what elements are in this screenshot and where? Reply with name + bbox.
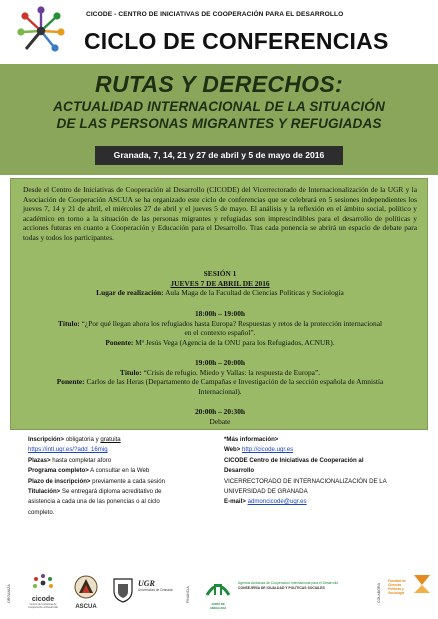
degree-text-c: completo. bbox=[28, 508, 55, 516]
slot-2-speaker-label: Ponente: bbox=[56, 377, 85, 386]
faculty-name bbox=[388, 579, 414, 595]
slot-1 bbox=[11, 309, 429, 347]
program-text: A consultar en la Web bbox=[88, 467, 150, 475]
slot-2-speaker-text-b: Internacional). bbox=[198, 386, 242, 396]
degree-label: Titulación> bbox=[28, 488, 61, 496]
inscription-text: obligatoria y bbox=[64, 436, 101, 443]
places-label: Plazas> bbox=[28, 456, 51, 464]
venue-text: Aula Maga de la Facultad de Ciencias Políticas y Sociología bbox=[163, 288, 344, 297]
degree-text-b: asistencia a cada una de las ponencias o al ciclo bbox=[28, 498, 160, 506]
session-header bbox=[11, 269, 429, 298]
faculty-name-b: Ciencias Políticas y Sociología bbox=[388, 583, 405, 595]
session-date: JUEVES 7 DE ABRIL DE 2016 bbox=[170, 278, 270, 288]
slot-2-title-label: Título: bbox=[119, 367, 142, 377]
org-name-a: CICODE Centro de Iniciativas de Cooperación al bbox=[224, 456, 364, 464]
ascua-logo bbox=[70, 575, 102, 613]
inscription-free: gratuita bbox=[100, 436, 121, 443]
subtitle-line-1: ACTUALIDAD INTERNACIONAL DE LA SITUACIÓN bbox=[53, 99, 385, 114]
slot-2-speaker-text-a: Carlos de las Heras (Departamento de Campañas e Investigación de la sección española de Amnistía bbox=[84, 377, 384, 386]
info-right bbox=[224, 435, 424, 508]
inscription-line bbox=[28, 435, 208, 445]
aacid-line-b: CONSEJERÍA DE IGUALDAD Y POLÍTICAS SOCIALES bbox=[238, 585, 325, 590]
faculty-icon bbox=[412, 573, 432, 595]
vice-name-a: VICERRECTORADO DE INTERNACIONALIZACIÓN DE LA bbox=[224, 477, 387, 485]
dates-box: Granada, 7, 14, 21 y 27 de abril y 5 de mayo de 2016 bbox=[95, 146, 343, 165]
ugr-crest-icon bbox=[112, 577, 134, 603]
org-line: CICODE - CENTRO DE INICIATIVAS DE COOPERACIÓN PARA EL DESARROLLO bbox=[86, 11, 344, 18]
ascua-name: ASCUA bbox=[75, 604, 97, 610]
main-title: RUTAS Y DERECHOS: bbox=[95, 71, 343, 97]
session-venue bbox=[11, 288, 429, 298]
slot-1-title-label: Título: bbox=[57, 318, 80, 328]
inscription-link[interactable]: https://intl.ugr.es/?add_16mig bbox=[28, 446, 108, 454]
email-link[interactable]: admoncicode@ugr.es bbox=[247, 498, 307, 506]
web-label: Web> bbox=[224, 446, 241, 454]
faculty-logo bbox=[388, 573, 434, 613]
header bbox=[0, 0, 438, 64]
content-box bbox=[10, 178, 428, 430]
program-label: Programa completo> bbox=[28, 467, 89, 475]
junta-logo bbox=[204, 575, 232, 611]
cicode-logo-icon bbox=[16, 5, 66, 57]
footer-logos bbox=[0, 563, 438, 619]
cicode-small-icon bbox=[32, 573, 54, 591]
ugr-wordmark bbox=[138, 579, 178, 592]
slot-1-speaker-label: Ponente: bbox=[105, 337, 134, 347]
ascua-icon bbox=[74, 575, 98, 599]
inscription-label: Inscripción> bbox=[28, 436, 65, 443]
vice-name-b: UNIVERSIDAD DE GRANADA bbox=[224, 488, 308, 496]
degree-text-a: Se entregará diploma acreditativo de bbox=[60, 488, 162, 496]
aacid-line-a: Agencia Andaluza de Cooperación Internacional para el Desarrollo bbox=[238, 581, 339, 585]
slot-1-speaker bbox=[11, 338, 429, 348]
slot-1-title-text-a: “¿Por qué llegan ahora los refugiados hasta Europa? Respuestas y retos de la protección internacional bbox=[79, 318, 383, 328]
junta-icon bbox=[205, 575, 231, 597]
slot-3-time: 20:00h – 20:30h bbox=[194, 407, 246, 416]
aacid-text bbox=[238, 581, 368, 590]
email-label: E-mail> bbox=[224, 498, 246, 506]
slot-1-title bbox=[11, 319, 429, 329]
org-name-b: Desarrollo bbox=[224, 467, 255, 475]
deadline-text: previamente a cada sesión bbox=[90, 477, 166, 485]
slot-2-speaker bbox=[11, 377, 429, 387]
cicode-footer-name: cicode bbox=[31, 596, 55, 603]
web-link[interactable]: http://cicode.ugr.es bbox=[242, 446, 294, 454]
junta-name: JUNTA DE ANDALUCIA bbox=[209, 602, 227, 610]
subtitle-line-2: DE LAS PERSONAS MIGRANTES Y REFUGIADAS bbox=[56, 116, 382, 131]
ugr-name: UGR bbox=[138, 579, 155, 588]
cycle-title: CICLO DE CONFERENCIAS bbox=[84, 28, 389, 54]
session-number: SESIÓN 1 bbox=[203, 269, 237, 278]
cicode-footer-logo bbox=[25, 573, 61, 613]
colabora-label: COLABORA bbox=[377, 583, 381, 603]
ugr-sub: Universidad de Granada bbox=[138, 588, 173, 592]
slot-1-time: 18:00h – 19:00h bbox=[194, 309, 246, 318]
slot-1-speaker-text: Mª Jesús Vega (Agencia de la ONU para los Refugiados, ACNUR). bbox=[133, 337, 335, 347]
places-text: hasta completar aforo bbox=[50, 456, 112, 464]
slot-2-title-text: “Crisis de refugio. Miedo y Vallas: la respuesta de Europa”. bbox=[141, 367, 321, 377]
financia-label: FINANCIA bbox=[186, 586, 190, 603]
slot-3-title: Debate bbox=[209, 416, 231, 426]
organiza-label: ORGANIZA bbox=[7, 584, 11, 603]
faculty-name-a: Facultad de bbox=[388, 579, 406, 583]
slot-1-title-text-b: en el contexto español”. bbox=[184, 328, 256, 337]
slot-3 bbox=[11, 407, 429, 426]
intro-paragraph: Desde el Centro de Iniciativas de Cooperación al Desarrollo (CICODE) del Vicerrectorado de Internacionalización de la UGR y la Asociación de Cooperación ASCUA se ha organizado este ciclo de conferencias que se celebrará en 5 sesiones independientes los jueves 7, 14 y 21 de abril, el miércoles 27 de abril y el jueves 5 de mayo. El análisis y la reflexión en el ámbito social, político y académico en torno a la situación de las personas migrantes y refugiadas son imprescindibles para el desarrollo de políticas y acciones futuras en cuanto a Cooperación y Educación para el Desarrollo. Tras cada ponencia se abrirá un espacio de debate para todas y todos los participantes. bbox=[23, 185, 417, 242]
cicode-footer-sub: Centro de Iniciativas de Cooperación al Desarrollo bbox=[28, 603, 58, 609]
info-left bbox=[28, 435, 208, 518]
slot-2-title bbox=[11, 368, 429, 378]
slot-2 bbox=[11, 358, 429, 396]
deadline-label: Plazo de inscripción> bbox=[28, 477, 91, 485]
slot-2-time: 19:00h – 20:00h bbox=[194, 358, 246, 367]
venue-label: Lugar de realización: bbox=[96, 288, 164, 297]
ugr-crest bbox=[112, 577, 134, 603]
more-info-label: *Más información> bbox=[224, 436, 279, 443]
